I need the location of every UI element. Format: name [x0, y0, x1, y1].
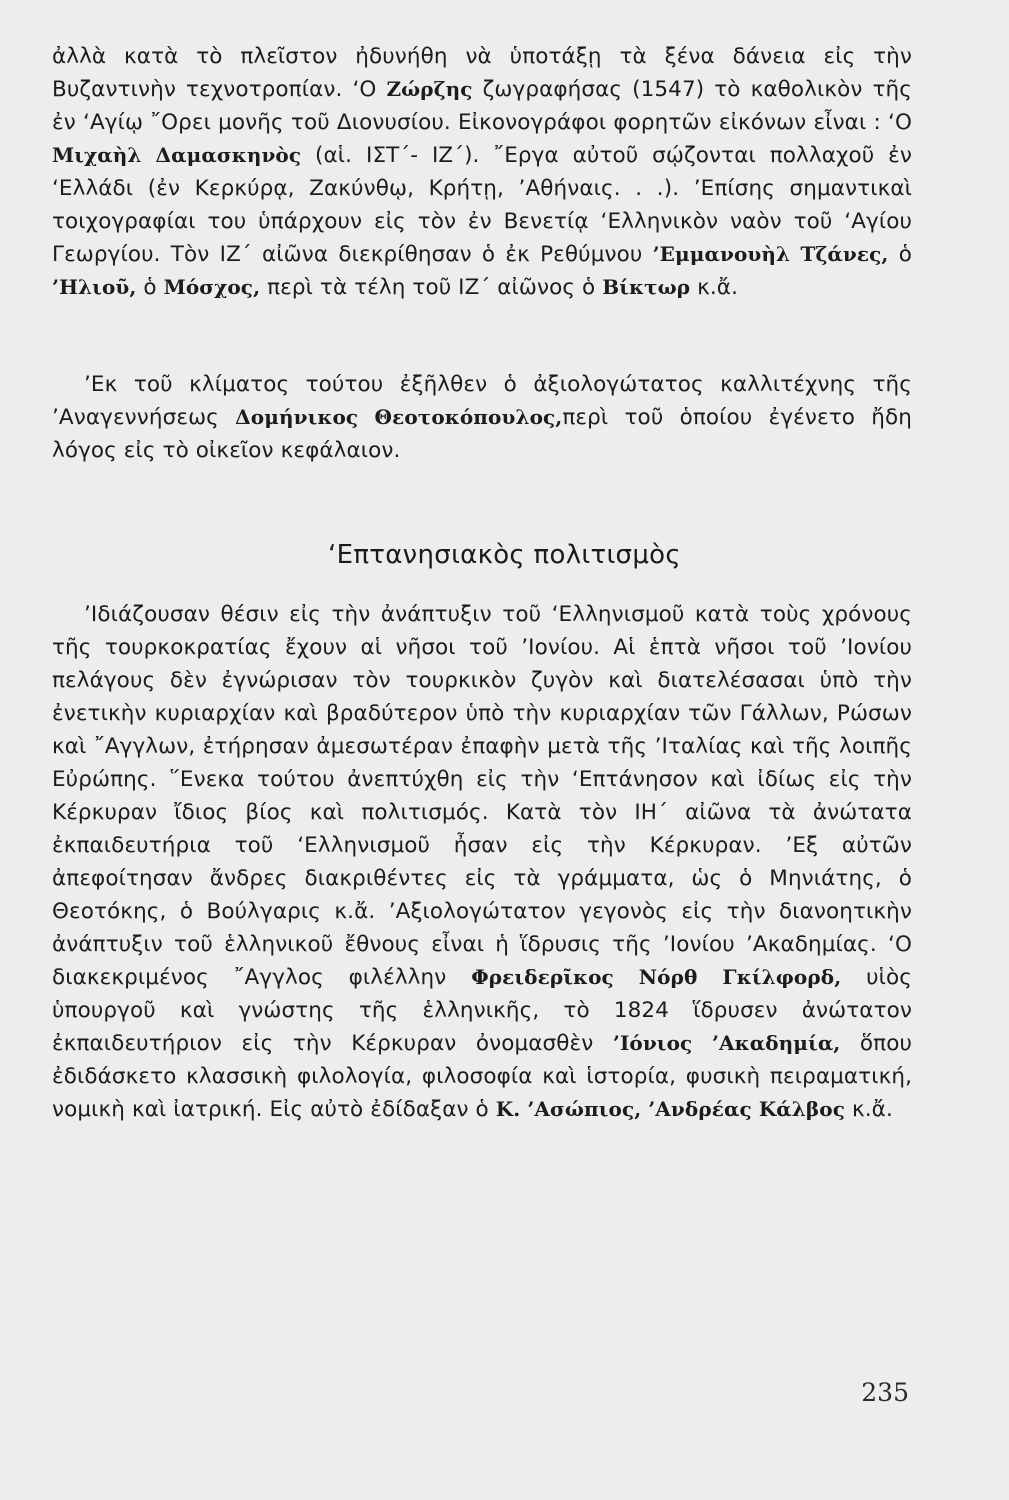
- text-run: περὶ τὰ τέλη τοῦ ΙΖ΄ αἰῶνος ὁ: [260, 275, 603, 300]
- text-run: ὁ: [136, 275, 164, 300]
- bold-name: Μόσχος,: [163, 275, 261, 299]
- text-run: (αἱ. ΙΣΤ΄- ΙΖ΄). ῎Εργα αὐτοῦ σῴζονται πολλαχοῦ ἐν ‘Ελλάδι (ἐν Κερκύρᾳ, Ζακύνθῳ, Κρήτῃ, ’Αθήναις. . .). ’Επίσης σημαντικαὶ τοιχογραφίαι του ὑπάρχουν εἰς τὸν ἐν Βενετίᾳ ‘Ελληνικὸν ναὸν τοῦ ‘Αγίου Γεωργίου. Τὸν ΙΖ΄ αἰῶνα διεκρίθησαν ὁ ἐκ Ρεθύμνου: [52, 143, 912, 267]
- paragraph-byzantine-painters: [52, 40, 912, 304]
- bold-name: Μιχαὴλ Δαμασκηνὸς: [52, 143, 302, 167]
- text-run: κ.ἄ.: [690, 275, 739, 300]
- text-run: υἱὸς ὑπουργοῦ καὶ γνώστης τῆς ἑλληνικῆς, τὸ 1824 ἵδρυσεν ἀνώτατον ἐκπαιδευτήριον εἰς τὴν Κέρκυραν ὀνομασθὲν: [52, 965, 912, 1056]
- bold-name: Κ. ’Ασώπιος,: [495, 1097, 642, 1121]
- text-run: ’Ιδιάζουσαν θέσιν εἰς τὴν ἀνάπτυξιν τοῦ ‘Ελληνισμοῦ κατὰ τοὺς χρόνους τῆς τουρκοκρατίας ἔχουν αἱ νῆσοι τοῦ ’Ιονίου. Αἱ ἑπτὰ νῆσοι τοῦ ’Ιονίου πελάγους δὲν ἐγνώρισαν τὸν τουρκικὸν ζυγὸν καὶ διατελέσασαι ὑπὸ τὴν ἐνετικὴν κυριαρχίαν καὶ βραδύτερον ὑπὸ τὴν κυριαρχίαν τῶν Γάλλων, Ρώσων καὶ ῎Αγγλων, ἐτήρησαν ἀμεσωτέραν ἐπαφὴν μετὰ τῆς ’Ιταλίας καὶ τῆς λοιπῆς Εὐρώπης. ῞Ενεκα τούτου ἀνεπτύχθη εἰς τὴν ‘Επτάνησον καὶ ἰδίως εἰς τὴν Κέρκυραν ἴδιος βίος καὶ πολιτισμός. Κατὰ τὸν ΙΗ΄ αἰῶνα τὰ ἀνώτατα ἐκπαιδευτήρια τοῦ ‘Ελληνισμοῦ ἦσαν εἰς τὴν Κέρκυραν. ’Εξ αὐτῶν ἀπεφοίτησαν ἄνδρες διακριθέντες εἰς τὰ γράμματα, ὡς ὁ Μηνιάτης, ὁ Θεοτόκης, ὁ Βούλγαρις κ.ἄ. ’Αξιολογώτατον γεγονὸς εἰς τὴν διανοητικὴν ἀνάπτυξιν τοῦ ἑλληνικοῦ ἔθνους εἶναι ἡ ἵδρυσις τῆς ’Ιονίου ’Ακαδημίας. ‘Ο διακεκριμένος ῎Αγγλος φιλέλλην: [52, 602, 912, 990]
- bold-name: ’Ηλιοῦ,: [52, 275, 137, 299]
- text-run: ὁ: [888, 242, 912, 267]
- bold-name: Φρειδερῖκος Νόρθ Γκίλφορδ,: [471, 965, 842, 989]
- bold-name: ’Ανδρέας Κάλβος: [648, 1097, 846, 1121]
- text-run: ἀλλὰ κατὰ τὸ πλεῖστον ἠδυνήθη νὰ ὑποτάξῃ τὰ ξένα δάνεια εἰς τὴν Βυζαντινὴν τεχνοτροπίαν. ‘Ο: [52, 44, 912, 102]
- bold-name: ’Εμμανουὴλ Τζάνες,: [652, 242, 889, 266]
- bold-name: Βίκτωρ: [602, 275, 691, 299]
- text-run: ’Εκ τοῦ κλίματος τούτου ἐξῆλθεν ὁ ἀξιολογώτατος καλλιτέχνης τῆς ’Αναγεννήσεως: [52, 372, 912, 430]
- text-run: ὅπου ἐδιδάσκετο κλασσικὴ φιλολογία, φιλοσοφία καὶ ἱστορία, φυσικὴ πειραματική, νομικὴ καὶ ἰατρική. Εἰς αὐτὸ ἐδίδαξαν ὁ: [52, 1031, 912, 1122]
- section-heading: ‘Επτανησιακὸς πολιτισμὸς: [328, 540, 681, 570]
- text-run: περὶ τοῦ ὁποίου ἐγένετο ἤδη λόγος εἰς τὸ οἰκεῖον κεφάλαιον.: [52, 405, 912, 463]
- page-number: 235: [861, 1378, 909, 1407]
- bold-name: Δομήνικος Θεοτοκόπουλος,: [235, 405, 563, 429]
- paragraph-ionian-civilization: [52, 598, 912, 1126]
- text-run: κ.ἄ.: [845, 1097, 893, 1122]
- bold-name: Ζώρζης: [386, 77, 473, 101]
- paragraph-theotokopoulos: [52, 368, 912, 467]
- bold-name: ’Ιόνιος ’Ακαδημία,: [612, 1031, 841, 1055]
- text-run: ζωγραφήσας (1547) τὸ καθολικὸν τῆς ἐν ‘Αγίῳ ῎Ορει μονῆς τοῦ Διονυσίου. Εἰκονογράφοι φορητῶν εἰκόνων εἶναι : ‘Ο: [52, 77, 913, 135]
